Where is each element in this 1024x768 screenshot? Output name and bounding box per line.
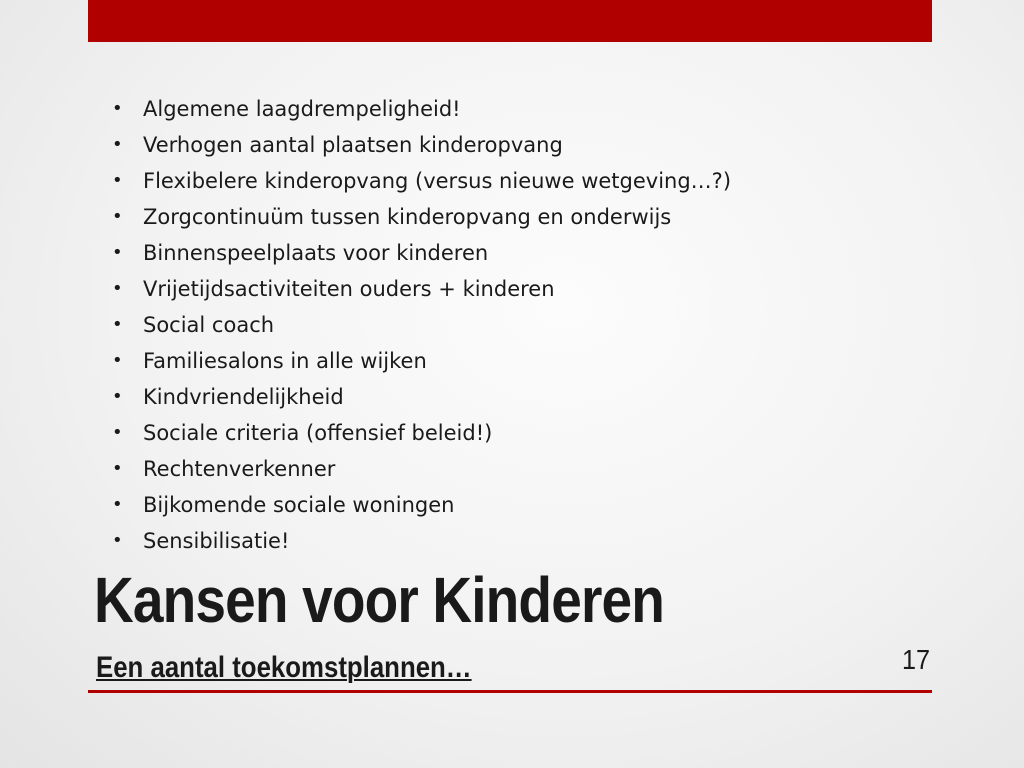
bullet-item: • Familiesalons in alle wijken	[112, 346, 731, 382]
bullet-item: • Sensibilisatie!	[112, 526, 731, 562]
bullet-item: • Binnenspeelplaats voor kinderen	[112, 238, 731, 274]
bullet-list	[112, 94, 731, 562]
bullet-item: • Flexibelere kinderopvang (versus nieuwe wetgeving…?)	[112, 166, 731, 202]
bullet-item: • Kindvriendelijkheid	[112, 382, 731, 418]
bullet-item: • Rechtenverkenner	[112, 454, 731, 490]
top-accent-bar	[88, 0, 932, 42]
bullet-item: • Sociale criteria (offensief beleid!)	[112, 418, 731, 454]
bullet-item: • Verhogen aantal plaatsen kinderopvang	[112, 130, 731, 166]
slide-number: 17	[901, 644, 930, 675]
bullet-item: • Social coach	[112, 310, 731, 346]
slide-title: Kansen voor Kinderen	[94, 564, 665, 636]
bottom-divider	[88, 690, 932, 693]
slide-subtitle: Een aantal toekomstplannen…	[96, 651, 472, 684]
bullet-item: • Algemene laagdrempeligheid!	[112, 94, 731, 130]
bullet-item: • Vrijetijdsactiviteiten ouders + kinderen	[112, 274, 731, 310]
bullet-item: • Bijkomende sociale woningen	[112, 490, 731, 526]
bullet-item: • Zorgcontinuüm tussen kinderopvang en onderwijs	[112, 202, 731, 238]
